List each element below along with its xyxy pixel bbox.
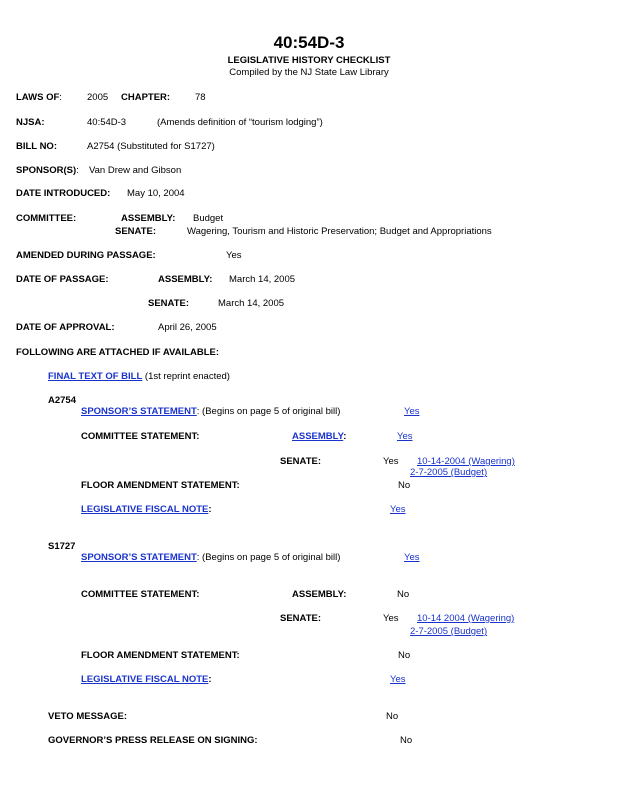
passage-assembly-label: ASSEMBLY: xyxy=(158,274,213,285)
s1727-fiscal-row xyxy=(81,674,212,686)
a2754-assembly-row xyxy=(292,431,346,443)
a2754-fiscal-yes-link[interactable]: Yes xyxy=(390,504,406,515)
chapter-value: 78 xyxy=(195,92,206,103)
date-introduced-value: May 10, 2004 xyxy=(127,188,185,199)
final-text-note: (1st reprint enacted) xyxy=(142,371,230,382)
sponsors-label: SPONSOR(S) xyxy=(16,165,77,176)
njsa-value: 40:54D-3 xyxy=(87,117,127,128)
a2754-committee-statement-label: COMMITTEE STATEMENT: xyxy=(81,431,200,442)
s1727-senate-value: Yes xyxy=(383,613,399,624)
veto-label: VETO MESSAGE: xyxy=(48,711,128,722)
a2754-label: A2754 xyxy=(48,395,76,406)
amended-label: AMENDED DURING PASSAGE: xyxy=(16,250,156,261)
a2754-fiscal-row xyxy=(81,504,212,516)
laws-of-year: 2005 xyxy=(87,92,109,103)
s1727-fiscal-colon: : xyxy=(208,674,212,685)
s1727-sponsor-statement-yes-link[interactable]: Yes xyxy=(404,552,420,563)
a2754-sponsor-statement-row xyxy=(81,406,340,418)
passage-label: DATE OF PASSAGE: xyxy=(16,274,109,285)
passage-assembly-value: March 14, 2005 xyxy=(229,274,296,285)
laws-of-row xyxy=(16,92,62,104)
s1727-assembly-value: No xyxy=(397,589,410,600)
a2754-fiscal-link[interactable]: LEGISLATIVE FISCAL NOTE xyxy=(81,504,209,515)
s1727-sponsor-statement-note: : (Begins on page 5 of original bill) xyxy=(196,552,341,563)
s1727-senate-label: SENATE: xyxy=(280,613,321,624)
date-introduced-label: DATE INTRODUCED: xyxy=(16,188,111,199)
page-title: 40:54D-3 xyxy=(273,33,345,52)
approval-label: DATE OF APPROVAL: xyxy=(16,322,115,333)
s1727-fiscal-yes-link[interactable]: Yes xyxy=(390,674,406,685)
s1727-sponsor-statement-link[interactable]: SPONSOR’S STATEMENT xyxy=(81,552,197,563)
committee-assembly-label: ASSEMBLY: xyxy=(121,213,176,224)
a2754-assembly-link[interactable]: ASSEMBLY xyxy=(292,431,344,442)
bill-no-label: BILL NO: xyxy=(16,141,57,152)
passage-senate-label: SENATE: xyxy=(148,298,189,309)
a2754-fiscal-colon: : xyxy=(208,504,212,515)
approval-value: April 26, 2005 xyxy=(158,322,217,333)
s1727-assembly-label: ASSEMBLY: xyxy=(292,589,347,600)
committee-senate-label: SENATE: xyxy=(115,226,156,237)
amended-value: Yes xyxy=(226,250,242,261)
bill-no-value: A2754 (Substituted for S1727) xyxy=(87,141,215,152)
laws-of-label: LAWS OF xyxy=(16,92,60,103)
s1727-sponsor-statement-row xyxy=(81,552,340,564)
final-text-row xyxy=(48,371,230,383)
a2754-sponsor-statement-note: : (Begins on page 5 of original bill) xyxy=(196,406,341,417)
compiled-by: Compiled by the NJ State Law Library xyxy=(229,67,389,78)
a2754-senate-link-wagering[interactable]: 10-14-2004 (Wagering) xyxy=(417,456,515,467)
veto-value: No xyxy=(386,711,399,722)
s1727-fiscal-link[interactable]: LEGISLATIVE FISCAL NOTE xyxy=(81,674,209,685)
a2754-senate-link-budget[interactable]: 2-7-2005 (Budget) xyxy=(410,467,488,478)
a2754-senate-value: Yes xyxy=(383,456,399,467)
chapter-label: CHAPTER: xyxy=(121,92,171,103)
press-release-label: GOVERNOR’S PRESS RELEASE ON SIGNING: xyxy=(48,735,258,746)
a2754-sponsor-statement-yes-link[interactable]: Yes xyxy=(404,406,420,417)
s1727-senate-link-budget[interactable]: 2-7-2005 (Budget) xyxy=(410,626,488,637)
a2754-assembly-yes-link[interactable]: Yes xyxy=(397,431,413,442)
sponsors-colon: : xyxy=(76,165,79,176)
a2754-floor-value: No xyxy=(398,480,411,491)
njsa-note: (Amends definition of “tourism lodging”) xyxy=(157,117,323,128)
a2754-senate-label: SENATE: xyxy=(280,456,321,467)
page-subtitle: LEGISLATIVE HISTORY CHECKLIST xyxy=(227,55,391,66)
s1727-committee-statement-label: COMMITTEE STATEMENT: xyxy=(81,589,200,600)
following-heading: FOLLOWING ARE ATTACHED IF AVAILABLE: xyxy=(16,347,219,358)
passage-senate-value: March 14, 2005 xyxy=(218,298,285,309)
committee-assembly-value: Budget xyxy=(193,213,224,224)
s1727-senate-link-wagering[interactable]: 10-14 2004 (Wagering) xyxy=(417,613,515,624)
njsa-label: NJSA: xyxy=(16,117,45,128)
s1727-floor-label: FLOOR AMENDMENT STATEMENT: xyxy=(81,650,240,661)
laws-of-colon: : xyxy=(59,92,62,103)
sponsors-row xyxy=(16,165,79,177)
press-release-value: No xyxy=(400,735,413,746)
s1727-floor-value: No xyxy=(398,650,411,661)
a2754-sponsor-statement-link[interactable]: SPONSOR’S STATEMENT xyxy=(81,406,197,417)
a2754-floor-label: FLOOR AMENDMENT STATEMENT: xyxy=(81,480,240,491)
sponsors-value: Van Drew and Gibson xyxy=(89,165,182,176)
final-text-link[interactable]: FINAL TEXT OF BILL xyxy=(48,371,143,382)
committee-label: COMMITTEE: xyxy=(16,213,77,224)
committee-senate-value: Wagering, Tourism and Historic Preservation; Budget and Appropriations xyxy=(187,226,492,237)
a2754-assembly-colon: : xyxy=(343,431,347,442)
s1727-label: S1727 xyxy=(48,541,76,552)
